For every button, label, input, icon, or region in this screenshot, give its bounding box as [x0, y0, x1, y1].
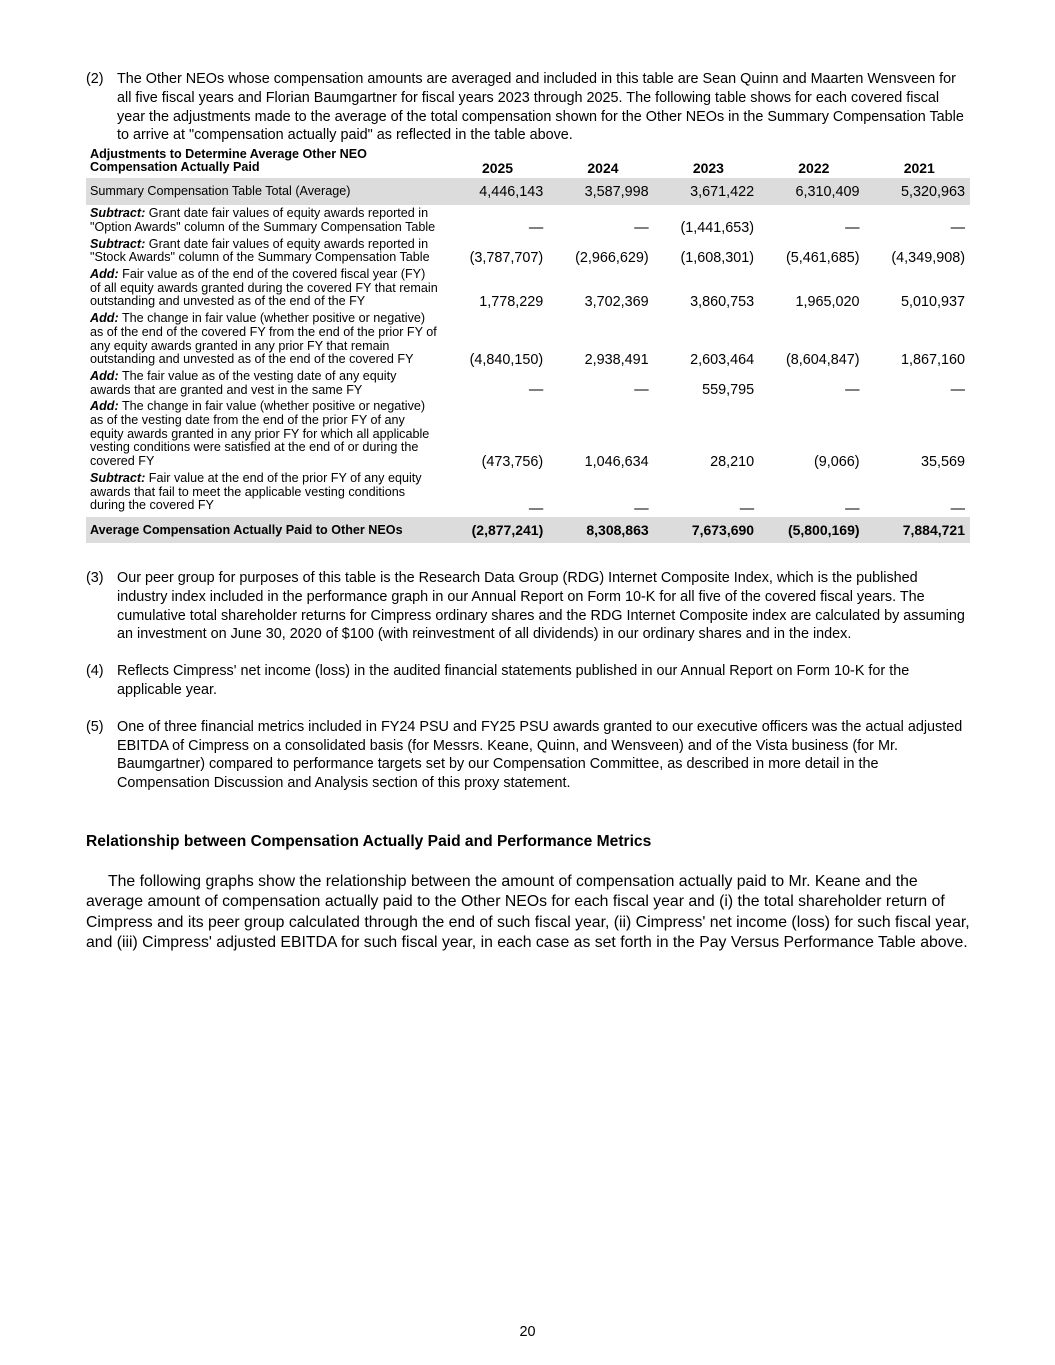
- footnote-5: [86, 718, 971, 793]
- cell-value: —: [634, 382, 649, 399]
- cell-value: —: [528, 500, 544, 517]
- cell-value: (1,608,301): [680, 250, 755, 266]
- footnote-text: Our peer group for purposes of this table is the Research Data Group (RDG) Internet Composite Index, which is the published industry index included in the performance graph in our Annual Report on Form 10-K for all five of the covered fiscal years. The cumulative total shareholder returns for Cimpress ordinary shares and the RDG Internet Composite index are calculated by assuming an investment on June 30, 2020 of $100 (with reinvestment of all dividends) in our ordinary shares and in the index.: [117, 569, 965, 643]
- table-row: [86, 266, 970, 310]
- cell-value: —: [950, 219, 965, 236]
- row-label: Summary Compensation Table Total (Average): [86, 178, 443, 205]
- cell-value: (4,349,908): [891, 250, 965, 266]
- footnote-4: [86, 662, 971, 700]
- cell-value: (473,756): [481, 453, 544, 470]
- table-row: [86, 368, 970, 398]
- row-label: Add: The change in fair value (whether positive or negative) as of the end of the covered FY from the end of the prior FY of any equity awards granted in any prior FY that remain outstanding and unvested as of the end of the covered FY: [90, 311, 437, 367]
- cell-value: —: [950, 500, 965, 517]
- cell-value: 5,320,963: [865, 178, 970, 205]
- cell-value: 5,010,937: [900, 294, 965, 311]
- footnote-text: Reflects Cimpress' net income (loss) in the audited financial statements published in our Annual Report on Form 10-K for the applicable year.: [117, 663, 910, 698]
- cell-value: 7,884,721: [865, 517, 970, 543]
- cell-value: 8,308,863: [548, 517, 653, 543]
- year-header: 2023: [692, 160, 724, 177]
- row-label: Average Compensation Actually Paid to Other NEOs: [86, 517, 443, 543]
- year-header: 2021: [903, 160, 935, 177]
- footnote-text: The Other NEOs whose compensation amounts are averaged and included in this table are Sean Quinn and Maarten Wensveen for all five fiscal years and Florian Baumgartner for fiscal years 2023 through 2025. The following table shows for each covered fiscal year the adjustments made to the average of the total compensation shown for the Other NEOs in the Summary Compensation Table to arrive at "compensation actually paid" as reflected in the table above.: [117, 71, 964, 144]
- footnote-number: (4): [86, 663, 104, 680]
- cell-value: 2,938,491: [584, 351, 649, 368]
- row-label: Add: The change in fair value (whether positive or negative) as of the vesting date from the end of the prior FY of any equity awards granted in any prior FY for which all applicable vesting conditions were satisfied at the end of or during the covered FY: [90, 399, 430, 469]
- cell-value: 1,046,634: [584, 453, 649, 470]
- cell-value: 3,860,753: [690, 294, 755, 311]
- cell-value: —: [739, 500, 755, 517]
- cell-value: 2,603,464: [690, 351, 755, 368]
- cell-value: 35,569: [920, 453, 965, 470]
- cell-value: 1,867,160: [900, 351, 965, 368]
- row-label: Add: Fair value as of the end of the covered fiscal year (FY) of all equity awards granted during the covered FY that remain outstanding and unvested as of the end of the FY: [90, 267, 438, 309]
- cell-value: 4,446,143: [443, 178, 548, 205]
- other-neo-adjustments-table: [86, 148, 970, 543]
- footnote-2: [86, 70, 971, 145]
- page-number: 20: [519, 1324, 536, 1340]
- cell-value: —: [634, 500, 649, 517]
- table-row: [86, 398, 970, 470]
- cell-value: 3,702,369: [584, 294, 649, 311]
- cell-value: (5,461,685): [785, 250, 860, 266]
- cell-value: (5,800,169): [759, 517, 864, 543]
- cell-value: 6,310,409: [759, 178, 864, 205]
- document-page: [86, 70, 971, 954]
- cell-value: —: [845, 219, 860, 236]
- cell-value: (8,604,847): [785, 351, 860, 368]
- cell-value: —: [950, 382, 965, 399]
- cell-value: 1,778,229: [479, 294, 544, 311]
- table-header-row: [86, 148, 970, 178]
- footnote-number: (3): [86, 569, 104, 586]
- cell-value: —: [845, 500, 860, 517]
- footnote-3: [86, 569, 971, 644]
- row-label: Subtract: Grant date fair values of equity awards reported in "Option Awards" column of the Summary Compensation Table: [90, 206, 436, 234]
- row-label: Subtract: Fair value at the end of the prior FY of any equity awards that fail to meet the applicable vesting conditions during the covered FY: [90, 470, 422, 513]
- row-label: Add: The fair value as of the vesting date of any equity awards that are granted and vest in the same FY: [90, 368, 397, 397]
- cell-value: (1,441,653): [680, 219, 755, 236]
- year-header: 2024: [587, 160, 619, 177]
- section-heading: Relationship between Compensation Actually Paid and Performance Metrics: [86, 832, 652, 850]
- year-header: 2022: [798, 160, 830, 177]
- cell-value: 3,587,998: [548, 178, 653, 205]
- cell-value: —: [528, 219, 544, 236]
- cell-value: (9,066): [813, 453, 860, 470]
- row-label: Subtract: Grant date fair values of equity awards reported in "Stock Awards" column of the Summary Compensation Table: [90, 236, 430, 265]
- footnote-number: (5): [86, 718, 104, 735]
- section-paragraph: The following graphs show the relationship between the amount of compensation actually paid to Mr. Keane and the average amount of compensation actually paid to the Other NEOs for each fiscal year and (i) the total shareholder return of Cimpress and its peer group calculated through the end of such fiscal year, (ii) Cimpress' net income (loss) for such fiscal year, and (iii) Cimpress' adjusted EBITDA for such fiscal year, in each case as set forth in the Pay Versus Performance Table above.: [86, 872, 970, 952]
- cell-value: 3,671,422: [654, 178, 759, 205]
- table-total-row: [86, 517, 970, 543]
- cell-value: 559,795: [702, 382, 755, 399]
- cell-value: —: [845, 382, 860, 399]
- table-header-label: Adjustments to Determine Average Other NEO Compensation Actually Paid: [90, 147, 367, 175]
- cell-value: 1,965,020: [795, 294, 860, 311]
- cell-value: 7,673,690: [654, 517, 759, 543]
- cell-value: (4,840,150): [469, 351, 544, 368]
- table-row: [86, 236, 970, 266]
- table-row: [86, 178, 970, 205]
- cell-value: —: [528, 382, 544, 399]
- footnote-text: One of three financial metrics included in FY24 PSU and FY25 PSU awards granted to our executive officers was the actual adjusted EBITDA of Cimpress on a consolidated basis (for Messrs. Keane, Quinn, and Wensveen) and of the Vista business (for Mr. Baumgartner) compared to performance targets set by our Compensation Committee, as described in more detail in the Compensation Discussion and Analysis section of this proxy statement.: [117, 718, 963, 792]
- cell-value: (3,787,707): [469, 250, 544, 266]
- table-row: [86, 310, 970, 368]
- year-header: 2025: [481, 160, 514, 177]
- cell-value: (2,877,241): [443, 517, 548, 543]
- table-row: [86, 205, 970, 235]
- footnote-number: (2): [86, 71, 104, 87]
- cell-value: (2,966,629): [575, 250, 649, 266]
- cell-value: —: [634, 219, 649, 236]
- cell-value: 28,210: [710, 453, 755, 470]
- table-row: [86, 470, 970, 517]
